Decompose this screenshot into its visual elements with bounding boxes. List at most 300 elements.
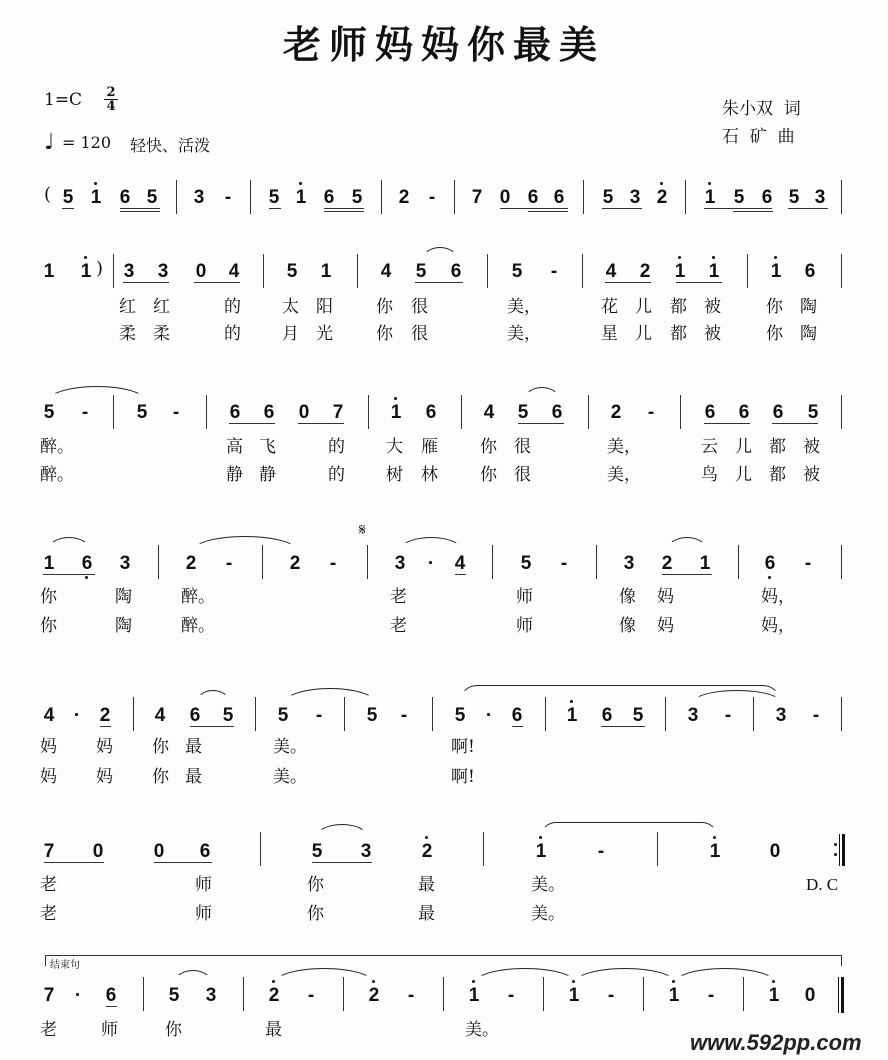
underline <box>324 208 364 209</box>
lyric: 老 <box>390 587 407 607</box>
slur <box>196 690 230 703</box>
underline <box>269 208 281 209</box>
tempo-marking: = 120 <box>62 133 112 152</box>
note-digit: 1 <box>770 261 782 282</box>
note: 5 <box>136 402 148 423</box>
note: 6 <box>704 402 716 423</box>
note: 3 <box>687 705 699 726</box>
dash: - <box>307 985 315 1006</box>
lyric: 你 <box>307 904 324 924</box>
lyric: 妈 <box>657 587 674 607</box>
lyric: 美。 <box>273 767 307 787</box>
underline <box>120 211 160 212</box>
note: 2 <box>639 261 651 282</box>
time-signature <box>104 86 118 113</box>
note: 5 <box>733 187 745 208</box>
barline <box>685 180 686 214</box>
underline <box>788 208 828 209</box>
underline <box>500 208 568 209</box>
barline <box>367 545 368 579</box>
lyric: 师 <box>195 875 212 895</box>
note <box>654 188 670 208</box>
tie <box>574 968 676 983</box>
lyric: 妈 <box>657 616 674 636</box>
note-digit: 6 <box>81 553 93 574</box>
dash: - <box>225 553 233 574</box>
note: 6 <box>551 402 563 423</box>
note: 7 <box>332 402 344 423</box>
dash: - <box>407 985 415 1006</box>
note-digit: 1 <box>674 261 686 282</box>
lyric: 老 <box>40 904 57 924</box>
dash: - <box>560 553 568 574</box>
barline <box>176 180 177 214</box>
note: 7 <box>43 985 55 1006</box>
dash: - <box>707 985 715 1006</box>
barline <box>260 832 261 866</box>
note: 2 <box>398 187 410 208</box>
lyric: 美。 <box>531 904 565 924</box>
underline <box>194 282 240 283</box>
lyric: 星 <box>601 324 618 344</box>
barline <box>841 395 842 429</box>
lyric: 你 <box>376 324 393 344</box>
note: 4 <box>43 705 55 726</box>
barline <box>368 395 369 429</box>
barline <box>344 697 345 731</box>
slur <box>524 387 560 400</box>
barline <box>743 977 744 1011</box>
underline <box>123 282 169 283</box>
note <box>293 188 309 208</box>
note: 6 <box>527 187 539 208</box>
lyric: 美。 <box>531 875 565 895</box>
note: 5 <box>788 187 800 208</box>
lyric: 儿 <box>735 437 752 457</box>
note: 6 <box>229 402 241 423</box>
note-digit: 1 <box>668 985 680 1006</box>
underline <box>106 1006 117 1007</box>
lyric: 的 <box>328 437 345 457</box>
dot: · <box>73 705 81 726</box>
underline <box>772 423 818 424</box>
dash: - <box>224 187 232 208</box>
underline <box>154 862 212 863</box>
lyric: 红 <box>153 297 170 317</box>
slur <box>316 824 368 837</box>
lyric: 最 <box>418 875 435 895</box>
note <box>366 986 382 1006</box>
lyric: 妈 <box>40 737 57 757</box>
note: 6 <box>553 187 565 208</box>
dash: - <box>724 705 732 726</box>
underline <box>605 282 651 283</box>
barline <box>343 977 344 1011</box>
lyric: 你 <box>152 737 169 757</box>
note-digit: 1 <box>708 261 720 282</box>
lyric: 最 <box>185 767 202 787</box>
underline <box>602 208 642 209</box>
note: 5 <box>511 261 523 282</box>
note: 5 <box>807 402 819 423</box>
note <box>88 188 104 208</box>
dash: - <box>172 402 180 423</box>
lyric: 很 <box>411 297 428 317</box>
barline <box>657 832 658 866</box>
barline <box>665 697 666 731</box>
lyric: 你 <box>480 437 497 457</box>
note: 6 <box>189 705 201 726</box>
tie <box>274 968 374 983</box>
lyric: 啊! <box>451 737 475 757</box>
barline <box>206 395 207 429</box>
note: 3 <box>623 553 635 574</box>
lyric: 你 <box>480 465 497 485</box>
note: 6 <box>323 187 335 208</box>
underline <box>733 211 773 212</box>
dot: · <box>74 985 82 1006</box>
barline <box>738 545 739 579</box>
note: 4 <box>154 705 166 726</box>
underline <box>518 423 564 424</box>
tie <box>540 822 718 839</box>
lyric: 最 <box>265 1020 282 1040</box>
lyric: 醉。 <box>40 465 74 485</box>
lyric: 你 <box>307 875 324 895</box>
lyric: 的 <box>328 465 345 485</box>
barline <box>243 977 244 1011</box>
note: 2 <box>99 705 111 726</box>
underline <box>512 726 523 727</box>
note: 3 <box>814 187 826 208</box>
barline <box>492 545 493 579</box>
note: 2 <box>610 402 622 423</box>
open-paren: ( <box>44 184 52 205</box>
note: 5 <box>602 187 614 208</box>
note: 7 <box>43 841 55 862</box>
note: 5 <box>286 261 298 282</box>
barline <box>596 545 597 579</box>
note-digit: 1 <box>704 187 716 208</box>
note-digit: 1 <box>568 985 580 1006</box>
lyric: 树 <box>386 465 403 485</box>
note: 6 <box>263 402 275 423</box>
close-paren: ) <box>96 258 104 279</box>
barline <box>483 832 484 866</box>
lyric: 都 <box>769 465 786 485</box>
note <box>566 986 582 1006</box>
note: 4 <box>605 261 617 282</box>
dash: - <box>400 705 408 726</box>
note: 3 <box>123 261 135 282</box>
lyric: 的 <box>224 324 241 344</box>
underline <box>415 282 463 283</box>
lyric: 妈 <box>40 767 57 787</box>
note: 1 <box>43 261 55 282</box>
barline <box>262 545 263 579</box>
note: 5 <box>168 985 180 1006</box>
note: 0 <box>92 841 104 862</box>
song-title: 老师妈妈你最美 <box>282 23 605 67</box>
lyric: 你 <box>165 1020 182 1040</box>
note <box>466 986 482 1006</box>
underline <box>704 423 750 424</box>
lyric: 妈 <box>96 737 113 757</box>
lyric: 美， <box>607 465 641 485</box>
lyric: 美。 <box>273 737 307 757</box>
note <box>533 842 549 862</box>
lyric: 柔 <box>153 324 170 344</box>
note: 4 <box>454 553 466 574</box>
underline <box>100 726 111 727</box>
lyric: 飞 <box>259 437 276 457</box>
note <box>266 986 282 1006</box>
ending-bracket <box>45 955 842 966</box>
note: 0 <box>769 841 781 862</box>
lyric: 师 <box>516 616 533 636</box>
note <box>766 986 782 1006</box>
barline <box>753 697 754 731</box>
lyric: 老 <box>390 616 407 636</box>
lyric: 儿 <box>635 297 652 317</box>
dash: - <box>81 402 89 423</box>
lyric: 高 <box>226 437 243 457</box>
note: 6 <box>601 705 613 726</box>
barline <box>454 180 455 214</box>
note: 5 <box>311 841 323 862</box>
lyric: 像 <box>619 616 636 636</box>
lyric: 儿 <box>735 465 752 485</box>
note: 5 <box>268 187 280 208</box>
dash: - <box>507 985 515 1006</box>
note: 6 <box>804 261 816 282</box>
lyric: 花 <box>601 297 618 317</box>
barline <box>143 977 144 1011</box>
lyric: 大 <box>386 437 403 457</box>
lyric: 鸟 <box>701 465 718 485</box>
note: 2 <box>289 553 301 574</box>
lyric: 妈 <box>96 767 113 787</box>
underline <box>62 208 74 209</box>
dash: - <box>607 985 615 1006</box>
lyric: 陶 <box>115 616 132 636</box>
slur <box>667 537 707 550</box>
underline <box>229 423 275 424</box>
barline <box>158 545 159 579</box>
lyric: 被 <box>803 437 820 457</box>
note <box>707 842 723 862</box>
lyric: 你 <box>40 616 57 636</box>
note: 4 <box>380 261 392 282</box>
dc-marking: D. C <box>806 875 839 894</box>
underline <box>601 726 645 727</box>
lyric: 最 <box>418 904 435 924</box>
barline <box>747 254 748 288</box>
lyric: 被 <box>704 297 721 317</box>
note: 5 <box>222 705 234 726</box>
note: 5 <box>43 402 55 423</box>
note: 3 <box>775 705 787 726</box>
underline <box>455 574 466 575</box>
note: 3 <box>629 187 641 208</box>
barline <box>357 254 358 288</box>
lyric: 儿 <box>635 324 652 344</box>
barline <box>487 254 488 288</box>
note-digit: 1 <box>535 841 547 862</box>
note <box>702 188 718 208</box>
note: 1 <box>320 261 332 282</box>
note <box>419 842 435 862</box>
note-digit: 1 <box>80 261 92 282</box>
underline <box>662 574 712 575</box>
note: 5 <box>415 261 427 282</box>
note: 5 <box>351 187 363 208</box>
note: 5 <box>517 402 529 423</box>
barline <box>545 697 546 731</box>
barline <box>443 977 444 1011</box>
ending-label: 结束句 <box>50 960 80 971</box>
lyric: 柔 <box>119 324 136 344</box>
slur <box>422 247 458 260</box>
lyric: 美， <box>507 297 541 317</box>
note: 6 <box>761 187 773 208</box>
watermark: www.592pp.com <box>690 1030 862 1055</box>
lyric: 你 <box>766 297 783 317</box>
time-sig-top: 2 <box>106 85 116 100</box>
note: 6 <box>511 705 523 726</box>
dot: · <box>427 553 435 574</box>
note-digit: 1 <box>566 705 578 726</box>
note: 6 <box>105 985 117 1006</box>
lyric: 很 <box>514 465 531 485</box>
slur <box>174 970 212 983</box>
lyric: 静 <box>259 465 276 485</box>
note: 3 <box>360 841 372 862</box>
note-digit: 6 <box>764 553 776 574</box>
barline <box>133 697 134 731</box>
barline <box>113 254 114 288</box>
composer-credit: 石 矿 曲 <box>722 127 795 147</box>
note: 3 <box>394 553 406 574</box>
note: 0 <box>195 261 207 282</box>
note <box>666 986 682 1006</box>
note <box>78 262 94 282</box>
underline <box>312 862 372 863</box>
lyric: 你 <box>40 587 57 607</box>
note: 0 <box>499 187 511 208</box>
barline <box>588 395 589 429</box>
lyric: 陶 <box>800 324 817 344</box>
barline <box>583 180 584 214</box>
note: 2 <box>185 553 197 574</box>
lyric: 都 <box>670 297 687 317</box>
lyric: 都 <box>670 324 687 344</box>
note: 6 <box>425 402 437 423</box>
lyric: 妈， <box>761 587 795 607</box>
barline <box>543 977 544 1011</box>
underline <box>676 282 722 283</box>
lyric: 静 <box>226 465 243 485</box>
note-digit: 1 <box>709 841 721 862</box>
underline <box>528 211 568 212</box>
note-digit: 2 <box>421 841 433 862</box>
lyric: 你 <box>376 297 393 317</box>
lyric: 醉。 <box>181 587 215 607</box>
note-digit: 2 <box>656 187 668 208</box>
barline <box>841 545 842 579</box>
lyric: 光 <box>316 324 333 344</box>
underline <box>324 211 364 212</box>
note: 4 <box>483 402 495 423</box>
lyric: 被 <box>704 324 721 344</box>
dash: - <box>329 553 337 574</box>
note: 0 <box>153 841 165 862</box>
lyric: 很 <box>514 437 531 457</box>
lyric: 醉。 <box>181 616 215 636</box>
barline <box>255 697 256 731</box>
lyric: 陶 <box>800 297 817 317</box>
note <box>672 262 688 282</box>
lyric: 最 <box>185 737 202 757</box>
lyric: 很 <box>411 324 428 344</box>
lyric: 林 <box>421 465 438 485</box>
tie <box>192 536 298 551</box>
tie <box>48 386 146 401</box>
lyric: 云 <box>701 437 718 457</box>
lyric: 师 <box>195 904 212 924</box>
note-digit: 1 <box>90 187 102 208</box>
barline <box>643 977 644 1011</box>
lyricist-credit: 朱小双 词 <box>722 99 801 119</box>
note <box>768 262 784 282</box>
note-digit: 2 <box>368 985 380 1006</box>
lyric: 阳 <box>316 297 333 317</box>
note: 3 <box>157 261 169 282</box>
barline <box>461 395 462 429</box>
lyric: 陶 <box>115 587 132 607</box>
barline <box>263 254 264 288</box>
note-digit: 1 <box>768 985 780 1006</box>
dash: - <box>550 261 558 282</box>
lyric: 你 <box>152 767 169 787</box>
note: 6 <box>772 402 784 423</box>
quarter-note-icon: ♩ <box>44 130 55 155</box>
key-signature: 1=C <box>44 90 83 110</box>
tie <box>284 688 376 703</box>
note: 5 <box>146 187 158 208</box>
expression-marking: 轻快、活泼 <box>130 136 211 155</box>
barline <box>841 180 842 214</box>
lyric: 美， <box>507 324 541 344</box>
lyric: 像 <box>619 587 636 607</box>
segno-icon: 𝄋 <box>359 520 366 539</box>
lyric: 醉。 <box>40 437 74 457</box>
note: 5 <box>454 705 466 726</box>
note <box>706 262 722 282</box>
barline <box>113 395 114 429</box>
note <box>762 554 778 574</box>
note: 6 <box>450 261 462 282</box>
dot: · <box>485 705 493 726</box>
note: 5 <box>632 705 644 726</box>
lyric: 美。 <box>465 1020 499 1040</box>
lyric: 红 <box>119 297 136 317</box>
lyric: 的 <box>224 297 241 317</box>
note: 4 <box>228 261 240 282</box>
note: 3 <box>193 187 205 208</box>
lyric: 都 <box>769 437 786 457</box>
lyric: 美， <box>607 437 641 457</box>
